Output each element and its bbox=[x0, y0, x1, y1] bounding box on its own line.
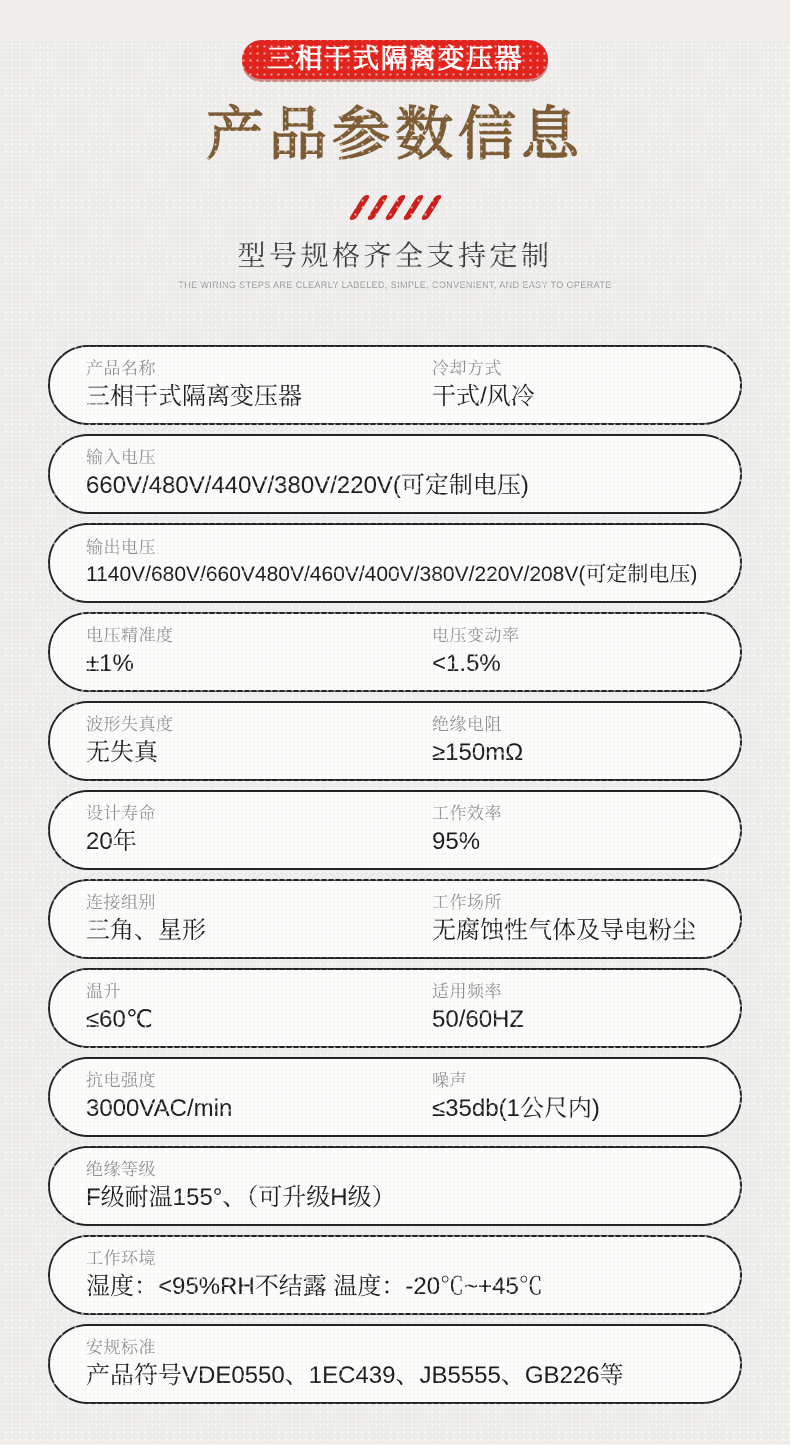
spec-card-output-voltage bbox=[48, 523, 742, 603]
spec-card-safety-standard bbox=[48, 1324, 742, 1404]
spec-field-label: 适用频率 bbox=[432, 981, 502, 1001]
slash-mark bbox=[420, 195, 443, 220]
spec-field bbox=[86, 981, 432, 1035]
spec-field bbox=[86, 447, 722, 501]
spec-field bbox=[86, 625, 432, 679]
spec-field-value: 三相干式隔离变压器 bbox=[86, 382, 302, 410]
spec-card-waveform-distortion bbox=[48, 701, 742, 781]
spec-field-label: 温升 bbox=[86, 981, 121, 1001]
slashes-icon bbox=[0, 195, 790, 220]
spec-field bbox=[432, 1070, 722, 1124]
spec-field-label: 噪声 bbox=[432, 1070, 467, 1090]
page-subtitle: 型号规格齐全支持定制 bbox=[237, 239, 553, 271]
spec-field-label: 输入电压 bbox=[86, 447, 156, 467]
spec-field-label: 波形失真度 bbox=[86, 714, 174, 734]
spec-field-label: 电压变动率 bbox=[432, 625, 520, 645]
spec-field-label: 设计寿命 bbox=[86, 803, 156, 823]
slash-mark bbox=[348, 195, 371, 220]
spec-field bbox=[432, 892, 722, 946]
spec-card-design-life bbox=[48, 790, 742, 870]
spec-field bbox=[86, 1337, 722, 1391]
spec-field-value: 湿度：<95%RH不结露 温度：-20℃~+45℃ bbox=[86, 1272, 543, 1300]
spec-field-value: 三角、星形 bbox=[86, 916, 206, 944]
spec-field-value: ±1% bbox=[86, 649, 134, 677]
slash-mark bbox=[384, 195, 407, 220]
spec-field bbox=[432, 981, 722, 1035]
spec-card-voltage-accuracy bbox=[48, 612, 742, 692]
slash-mark bbox=[366, 195, 389, 220]
spec-field-label: 工作环境 bbox=[86, 1248, 156, 1268]
spec-field-label: 电压精准度 bbox=[86, 625, 174, 645]
product-category-badge: 三相干式隔离变压器 bbox=[242, 40, 549, 79]
spec-card-dielectric-strength bbox=[48, 1057, 742, 1137]
spec-field bbox=[432, 803, 722, 857]
page-title: 产品参数信息 bbox=[205, 102, 584, 167]
spec-field-value: 无失真 bbox=[86, 738, 158, 766]
spec-field-value: ≥150mΩ bbox=[432, 738, 524, 766]
spec-field-label: 安规标准 bbox=[86, 1337, 156, 1357]
spec-field-label: 绝缘等级 bbox=[86, 1159, 156, 1179]
spec-field bbox=[86, 1159, 722, 1213]
spec-card-temperature-rise bbox=[48, 968, 742, 1048]
spec-field bbox=[432, 714, 722, 768]
spec-field-label: 冷却方式 bbox=[432, 358, 502, 378]
spec-field bbox=[432, 625, 722, 679]
spec-field bbox=[86, 1248, 722, 1302]
spec-field-value: 50/60HZ bbox=[432, 1005, 525, 1033]
spec-field bbox=[86, 537, 722, 588]
spec-field bbox=[86, 358, 432, 412]
english-tagline: THE WIRING STEPS ARE CLEARLY LABELED, SIMPLE, CONVENIENT, AND EASY TO OPERATE bbox=[178, 279, 612, 290]
spec-field-value: 干式/风冷 bbox=[432, 382, 535, 410]
spec-field-label: 工作场所 bbox=[432, 892, 502, 912]
spec-field bbox=[432, 358, 722, 412]
spec-field-label: 输出电压 bbox=[86, 538, 156, 558]
spec-card-input-voltage bbox=[48, 434, 742, 514]
spec-card-insulation-class bbox=[48, 1146, 742, 1226]
spec-card-working-environment bbox=[48, 1235, 742, 1315]
spec-field-value: 1140V/680V/660V480V/460V/400V/380V/220V/208V(可定制电压) bbox=[86, 562, 698, 586]
spec-field-label: 抗电强度 bbox=[86, 1070, 156, 1090]
spec-field-value: ≤35db(1公尺内) bbox=[432, 1094, 600, 1122]
spec-field-value: 无腐蚀性气体及导电粉尘 bbox=[432, 916, 696, 944]
spec-field-value: 660V/480V/440V/380V/220V(可定制电压) bbox=[86, 471, 529, 499]
spec-field-value: 3000VAC/min bbox=[86, 1094, 233, 1122]
spec-card-connection-group bbox=[48, 879, 742, 959]
spec-field-value: F级耐温155°、（可升级H级） bbox=[86, 1183, 396, 1211]
spec-card-list bbox=[48, 345, 742, 1404]
spec-field-label: 绝缘电阻 bbox=[432, 714, 502, 734]
spec-field bbox=[86, 1070, 432, 1124]
spec-field-value: <1.5% bbox=[432, 649, 501, 677]
spec-field bbox=[86, 892, 432, 946]
spec-field-label: 工作效率 bbox=[432, 803, 502, 823]
slash-mark bbox=[402, 195, 425, 220]
spec-field-value: ≤60℃ bbox=[86, 1005, 153, 1033]
spec-field-value: 产品符号VDE0550、1EC439、JB5555、GB226等 bbox=[86, 1361, 624, 1389]
spec-card-product-name bbox=[48, 345, 742, 425]
spec-field-value: 20年 bbox=[86, 827, 137, 855]
spec-field bbox=[86, 714, 432, 768]
spec-field-label: 连接组别 bbox=[86, 892, 156, 912]
spec-field-value: 95% bbox=[432, 827, 481, 855]
spec-field bbox=[86, 803, 432, 857]
spec-field-label: 产品名称 bbox=[86, 358, 156, 378]
